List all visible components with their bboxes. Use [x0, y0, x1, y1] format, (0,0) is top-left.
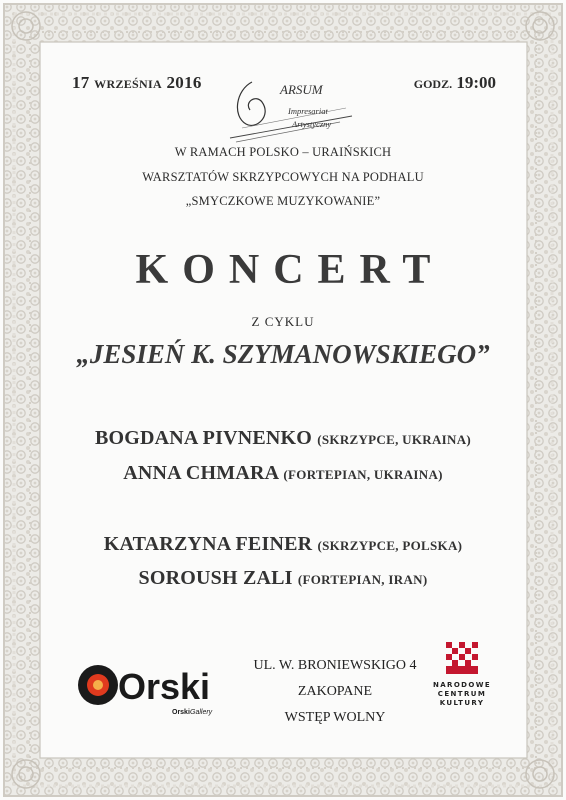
performer-name: BOGDANA PIVNENKO — [94, 427, 313, 449]
venue-city: ZAKOPANE — [297, 684, 373, 699]
performer-role: (SKRZYPCE, POLSKA) — [317, 538, 463, 553]
arsum-name: ARSUM — [280, 82, 323, 97]
performer-4 — [0, 567, 566, 590]
performer-name: KATARZYNA FEINER — [103, 533, 313, 555]
date-month: WRZEŚNIA — [94, 77, 162, 91]
nck-crown-icon — [444, 640, 480, 676]
cycle-name: „JESIEŃ K. SZYMANOWSKIEGO” — [76, 339, 490, 369]
orski-sub-italic: Gallery — [190, 709, 213, 716]
performer-3 — [0, 533, 566, 556]
venue-street: UL. W. BRONIEWSKIGO 4 — [253, 658, 417, 673]
performer-name: ANNA CHMARA — [123, 462, 279, 484]
intro-line-1: W RAMACH POLSKO – URAIŃSKICH — [174, 145, 392, 159]
time-prefix: GODZ. — [413, 77, 453, 91]
performer-role: (FORTEPIAN, UKRAINA) — [283, 467, 443, 482]
performer-role: (FORTEPIAN, IRAN) — [297, 572, 428, 587]
orski-wordmark: Orski — [118, 666, 211, 707]
performer-role: (SKRZYPCE, UKRAINA) — [317, 432, 472, 447]
intro-line-3: „SMYCZKOWE MUZYKOWANIE” — [185, 194, 381, 208]
venue-admission: WSTĘP WOLNY — [284, 710, 386, 725]
cycle-prefix: Z CYKLU — [251, 314, 315, 329]
performer-1 — [0, 427, 566, 450]
arsum-logo — [222, 76, 362, 153]
orski-sub-bold: Orski — [172, 709, 190, 716]
time-value: 19:00 — [456, 73, 496, 92]
date-year: 2016 — [166, 73, 202, 92]
nck-line-3: KULTURY — [439, 699, 485, 707]
arsum-subtitle-2: Artystyczny — [292, 119, 332, 129]
nck-line-2: CENTRUM — [437, 690, 487, 698]
event-time — [414, 73, 496, 93]
date-day: 17 — [72, 73, 90, 92]
orski-gallery-logo — [76, 661, 222, 724]
intro-line-2: WARSZTATÓW SKRZYPCOWYCH NA PODHALU — [142, 170, 424, 184]
violin-scroll-icon — [222, 76, 362, 148]
event-date — [72, 73, 202, 93]
performer-2 — [0, 462, 566, 485]
arsum-subtitle-1: Impresariat — [288, 106, 328, 116]
poster-title: KONCERT — [135, 247, 445, 293]
nck-logo — [432, 640, 492, 708]
nck-line-1: NARODOWE — [432, 681, 492, 689]
performer-name: SOROUSH ZALI — [138, 567, 293, 589]
